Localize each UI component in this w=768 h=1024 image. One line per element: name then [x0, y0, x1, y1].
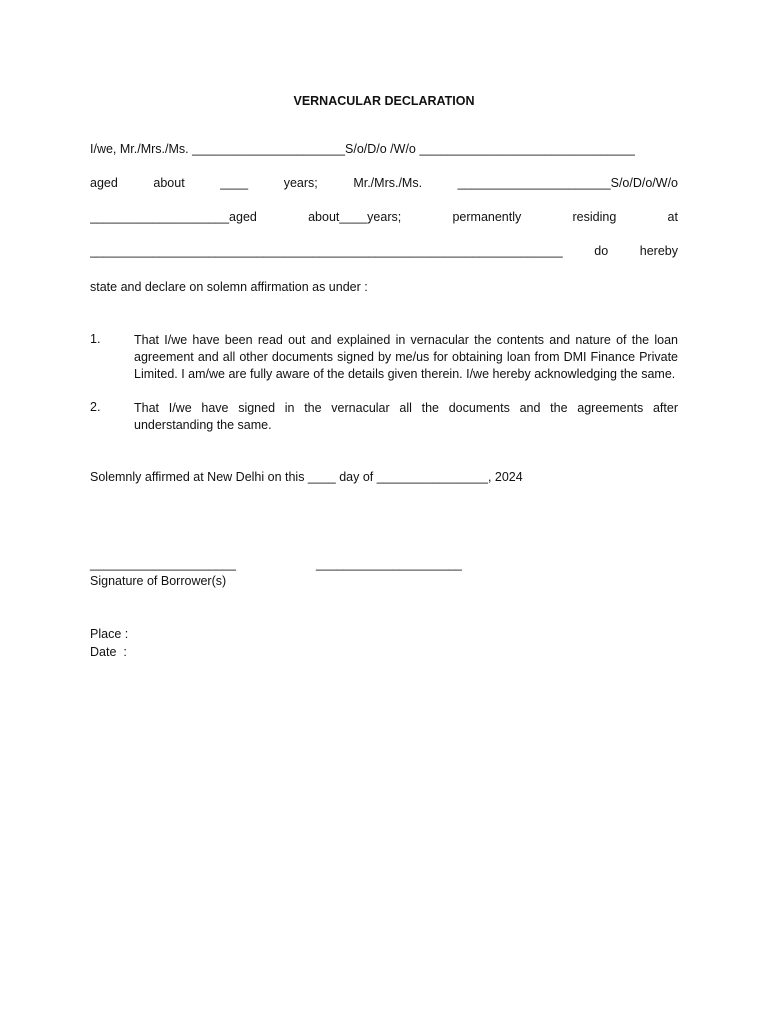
- word-do: do: [594, 244, 609, 258]
- word-permanently: permanently: [452, 210, 522, 224]
- list-item-text: That I/we have signed in the vernacular all the documents and the agreements after understanding the same.: [134, 401, 678, 432]
- affirmation-line: Solemnly affirmed at New Delhi on this ____ day of ________________, 2024: [90, 470, 523, 484]
- age-blank: ____: [220, 176, 249, 190]
- word-aged: aged: [90, 176, 118, 190]
- word-at: at: [667, 210, 678, 224]
- signature-label: Signature of Borrower(s): [90, 574, 227, 588]
- address-blank: ____________________________________________________________________: [90, 244, 563, 258]
- list-item-number: 2.: [90, 400, 101, 414]
- list-item-text: That I/we have been read out and explained in vernacular the contents and nature of the loan agreement and all other documents signed by me/us for obtaining loan from DMI Finance Private Limited. I am/we are fully aware of the details given therein. I/we hereby acknowledging the same.: [134, 333, 678, 381]
- word-hereby: hereby: [639, 244, 678, 258]
- declarant-line-2: [90, 176, 678, 190]
- signature-line-right: _____________________: [316, 557, 462, 571]
- word-residing: residing: [572, 210, 617, 224]
- date-label: Date :: [90, 645, 127, 659]
- name-aged-blank: ____________________aged: [90, 210, 257, 224]
- signature-line-left: _____________________: [90, 557, 236, 571]
- declarant-line-1: I/we, Mr./Mrs./Ms. ______________________S/o/D/o /W/o _______________________________: [90, 142, 635, 156]
- word-years: years;: [283, 176, 318, 190]
- relation-blank: ______________________S/o/D/o/W/o: [457, 176, 678, 190]
- place-label: Place :: [90, 627, 129, 641]
- about-years: about____years;: [308, 210, 402, 224]
- declarant-line-3: [90, 210, 678, 224]
- word-about: about: [153, 176, 185, 190]
- list-item-number: 1.: [90, 332, 101, 346]
- declarant-line-4: [90, 244, 678, 258]
- document-title: VERNACULAR DECLARATION: [293, 94, 475, 108]
- declaration-intro: state and declare on solemn affirmation as under :: [90, 280, 368, 294]
- word-title: Mr./Mrs./Ms.: [353, 176, 423, 190]
